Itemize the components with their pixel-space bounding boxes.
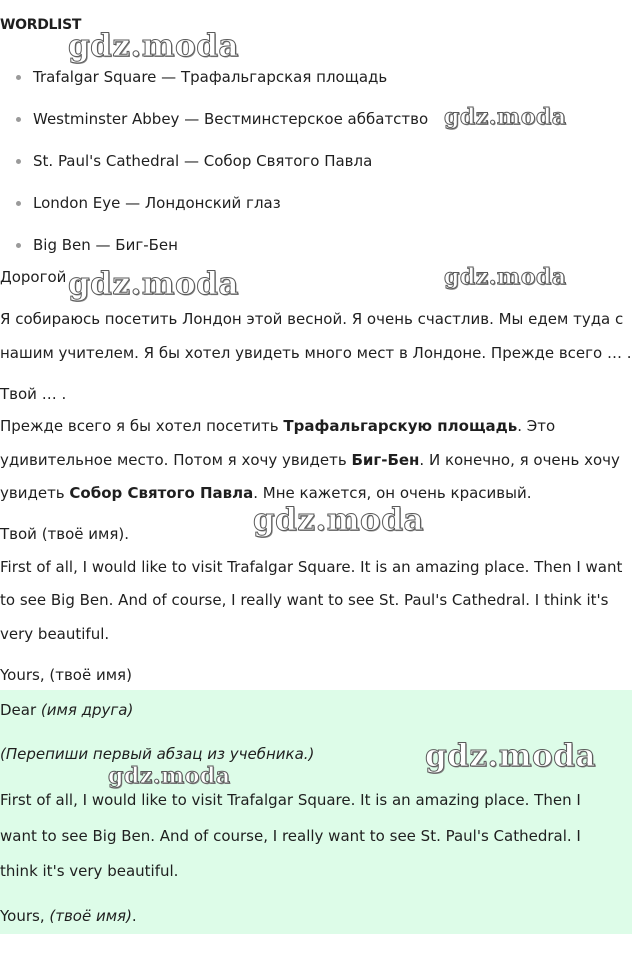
en-line: First of all, I would like to visit Trafalgar Square. It is an amazing place. Then I want [0, 558, 623, 576]
answer-yours: Yours, (твоё имя). [0, 907, 137, 925]
watermark-logo: gdz.moda [108, 763, 231, 789]
ru-closing: Твой (твоё имя). [0, 525, 130, 543]
watermark-logo: gdz.moda [68, 28, 239, 64]
highlight-st-pauls: Собор Святого Павла [69, 484, 254, 502]
watermark-logo: gdz.moda [68, 266, 239, 302]
watermark-logo: gdz.moda [253, 502, 424, 538]
ru-answer-line: увидеть Собор Святого Павла. Мне кажется, он очень красивый. [0, 484, 532, 502]
watermark-logo: gdz.moda [444, 104, 567, 130]
en-line: very beautiful. [0, 625, 110, 643]
answer-note: (Перепиши первый абзац из учебника.) [0, 745, 315, 763]
en-line: to see Big Ben. And of course, I really want to see St. Paul's Cathedral. I think it's [0, 591, 609, 609]
wordlist [0, 56, 428, 266]
bullet-icon [16, 159, 21, 164]
wordlist-heading: WORDLIST [0, 17, 82, 33]
ru-paragraph-line: Я собираюсь посетить Лондон этой весной. Я очень счастлив. Мы едем туда с [0, 310, 624, 328]
ru-answer-line: удивительное место. Потом я хочу увидеть Биг-Бен. И конечно, я очень хочу [0, 451, 620, 469]
answer-line: think it's very beautiful. [0, 862, 179, 880]
highlight-big-ben: Биг-Бен [351, 451, 420, 469]
bullet-icon [16, 117, 21, 122]
list-item: Westminster Abbey — Вестминстерское аббатство [0, 98, 428, 140]
answer-dear: Dear (имя друга) [0, 701, 134, 719]
bullet-icon [16, 243, 21, 248]
list-item: London Eye — Лондонский глаз [0, 182, 428, 224]
list-item: Trafalgar Square — Трафальгарская площадь [0, 56, 428, 98]
answer-box [0, 690, 632, 934]
highlight-trafalgar: Трафальгарскую площадь [283, 417, 518, 435]
ru-greeting: Дорогой ... , [0, 268, 96, 286]
ru-paragraph-line: нашим учителем. Я бы хотел увидеть много мест в Лондоне. Прежде всего … . [0, 344, 632, 362]
watermark-logo: gdz.moda [425, 738, 596, 774]
bullet-icon [16, 201, 21, 206]
list-item: St. Paul's Cathedral — Собор Святого Павла [0, 140, 428, 182]
ru-closing: Твой … . [0, 385, 67, 403]
list-item: Big Ben — Биг-Бен [0, 224, 428, 266]
en-closing: Yours, (твоё имя) [0, 666, 132, 684]
watermark-logo: gdz.moda [444, 264, 567, 290]
ru-answer-line: Прежде всего я бы хотел посетить Трафальгарскую площадь. Это [0, 417, 556, 435]
bullet-icon [16, 75, 21, 80]
answer-line: First of all, I would like to visit Trafalgar Square. It is an amazing place. Then I [0, 791, 581, 809]
answer-line: want to see Big Ben. And of course, I really want to see St. Paul's Cathedral. I [0, 827, 581, 845]
